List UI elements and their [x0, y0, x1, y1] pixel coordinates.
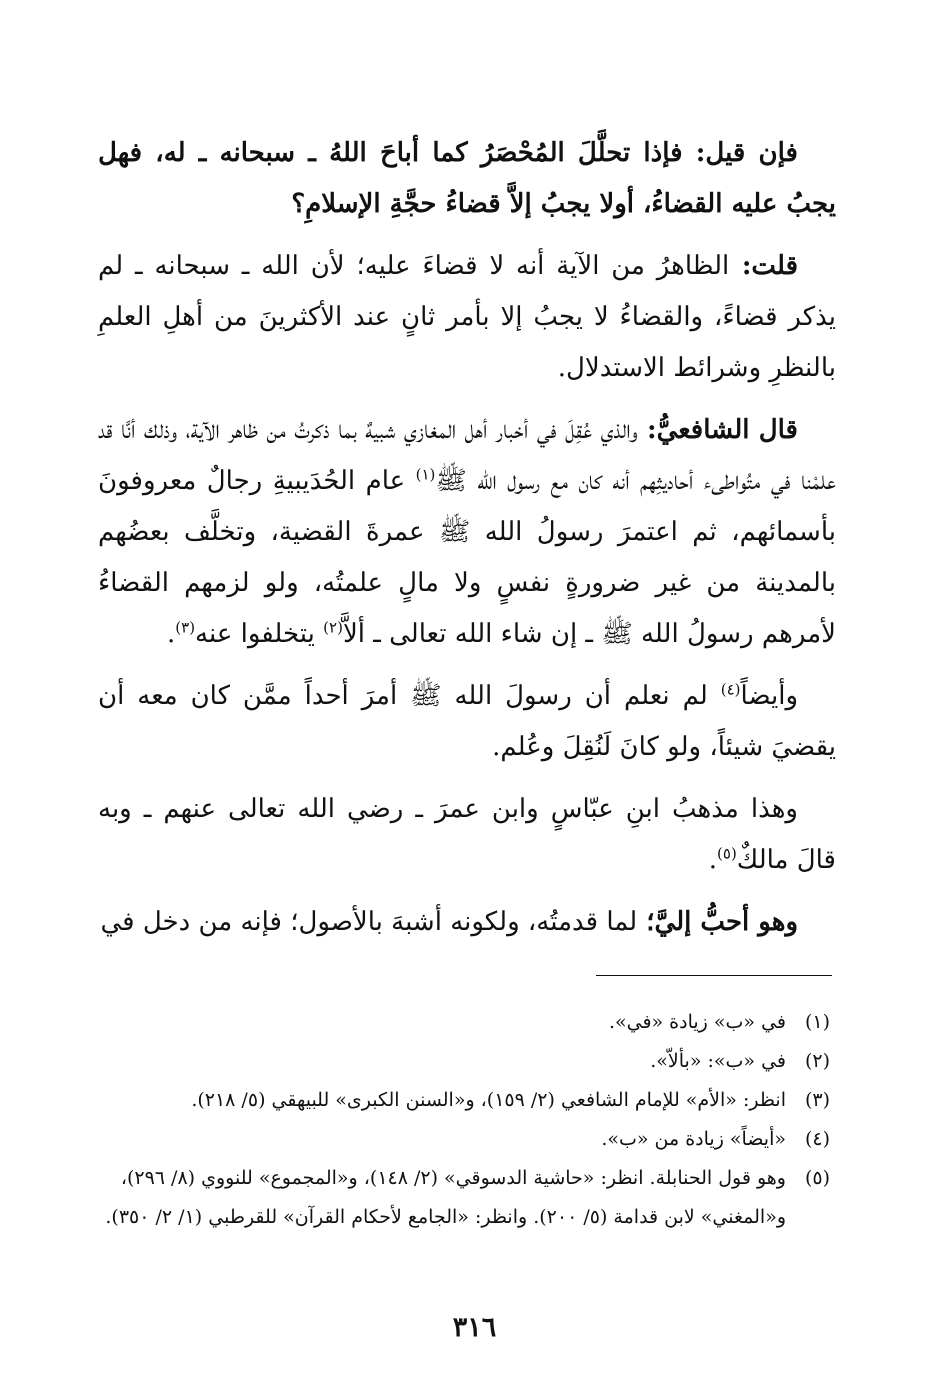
shafii-quote-paragraph [98, 405, 836, 660]
paragraph-text: فإذا تحلَّلَ المُحْصَرُ كما أباحَ اللهُ ـ سبحانه ـ له، فهل يجبُ عليه القضاءُ، أولا يجبُ إلاَّ قضاءُ حجَّةِ الإسلامِ؟ [98, 138, 836, 219]
footnote-item [100, 1159, 830, 1237]
footnote-marker-2[interactable]: (٢) [323, 618, 343, 637]
madhhab-paragraph [98, 784, 836, 886]
paragraph-text: لم نعلم أن رسولَ الله ﷺ أمرَ أحداً ممَّن كان معه أن يقضيَ شيئاً، ولو كانَ لَنُقِلَ وعُلم. [98, 681, 836, 762]
footnote-text: في «ب» زيادة «في». [608, 1011, 786, 1033]
paragraph-text: . [708, 845, 718, 875]
footnote-item [100, 1081, 830, 1120]
paragraph-text: وأيضاً [740, 681, 798, 711]
footnote-text: «أيضاً» زيادة من «ب». [601, 1128, 786, 1150]
footnote-number: (١) [804, 1011, 830, 1033]
footnotes [100, 1003, 830, 1237]
footnote-number: (٤) [804, 1128, 830, 1150]
footnote-marker-5[interactable]: (٥) [717, 844, 737, 863]
paragraph-lead: قلت: [729, 251, 798, 281]
main-text [98, 128, 836, 959]
footnote-divider [596, 975, 832, 976]
question-paragraph [98, 128, 836, 230]
paragraph-text: . [167, 619, 176, 649]
footnote-item [100, 1120, 830, 1159]
paragraph-text: عام الحُدَيبيةِ رجالٌ معروفونَ بأسمائهم، ثم اعتمرَ رسولُ الله ﷺ عمرةَ القضية، وتخلَّف بعضُهم بالمدينة من غير ضرورةٍ نفسٍ ولا مالٍ علمتُه، ولو لزمهم القضاءُ لأمرهم رسولُ الله ﷺ ـ إن شاء الله تعالى ـ ألاَّ [98, 466, 837, 649]
footnote-text: انظر: «الأم» للإمام الشافعي (٢/ ١٥٩)، و«السنن الكبرى» للبيهقي (٥/ ٢١٨). [191, 1089, 786, 1111]
footnote-text: في «ب»: «بألاّ». [650, 1050, 786, 1072]
footnote-text: وهو قول الحنابلة. انظر: «حاشية الدسوقي» (٢/ ١٤٨)، و«المجموع» للنووي (٨/ ٢٩٦)، و«المغني» لابن قدامة (٥/ ٢٠٠). وانظر: «الجامع لأحكام القرآن» للقرطبي (١/ ٢/ ٣٥٠). [105, 1167, 786, 1228]
paragraph-lead: فإن قيل: [682, 138, 798, 168]
also-paragraph [98, 671, 836, 773]
paragraph-text: الظاهرُ من الآية أنه لا قضاءَ عليه؛ لأن الله ـ سبحانه ـ لم يذكر قضاءً، والقضاءُ لا يجبُ إلا بأمر ثانٍ عند الأكثرينَ من أهلِ العلمِ بالنظرِ وشرائط الاستدلال. [98, 251, 836, 383]
answer-paragraph [98, 241, 836, 394]
footnote-number: (٢) [804, 1050, 830, 1072]
footnote-marker-1[interactable]: (١) [415, 465, 436, 484]
paragraph-text: لما قدمتُه، ولكونه أشبهَ بالأصول؛ فإنه من دخل في [100, 907, 638, 937]
footnote-item [100, 1003, 830, 1042]
paragraph-text: وهذا مذهبُ ابنِ عبّاسٍ وابن عمرَ ـ رضي الله تعالى عنهم ـ وبه قالَ مالكٌ [98, 794, 836, 875]
paragraph-lead: وهو أحبُّ إليَّ؛ [637, 907, 798, 937]
page-number: ٣١٦ [452, 1312, 497, 1343]
paragraph-text: والذي عُقِلَ في أخبار أهل المغازي شبيهٌ بما ذكرتُ من ظاهر الآية، وذلك أنَّا قد علمْنا في متُواطىء أحاديثِهم أنه كان مع رسول الله ﷺ [98, 415, 836, 496]
footnote-marker-3[interactable]: (٣) [175, 618, 196, 637]
footnote-item [100, 1042, 830, 1081]
preference-paragraph [98, 897, 836, 948]
footnote-number: (٣) [804, 1089, 830, 1111]
paragraph-lead: قال الشافعيُّ: [637, 415, 798, 445]
paragraph-text: يتخلفوا عنه [195, 619, 324, 649]
footnote-number: (٥) [804, 1167, 830, 1189]
footnote-marker-4[interactable]: (٤) [720, 680, 741, 699]
